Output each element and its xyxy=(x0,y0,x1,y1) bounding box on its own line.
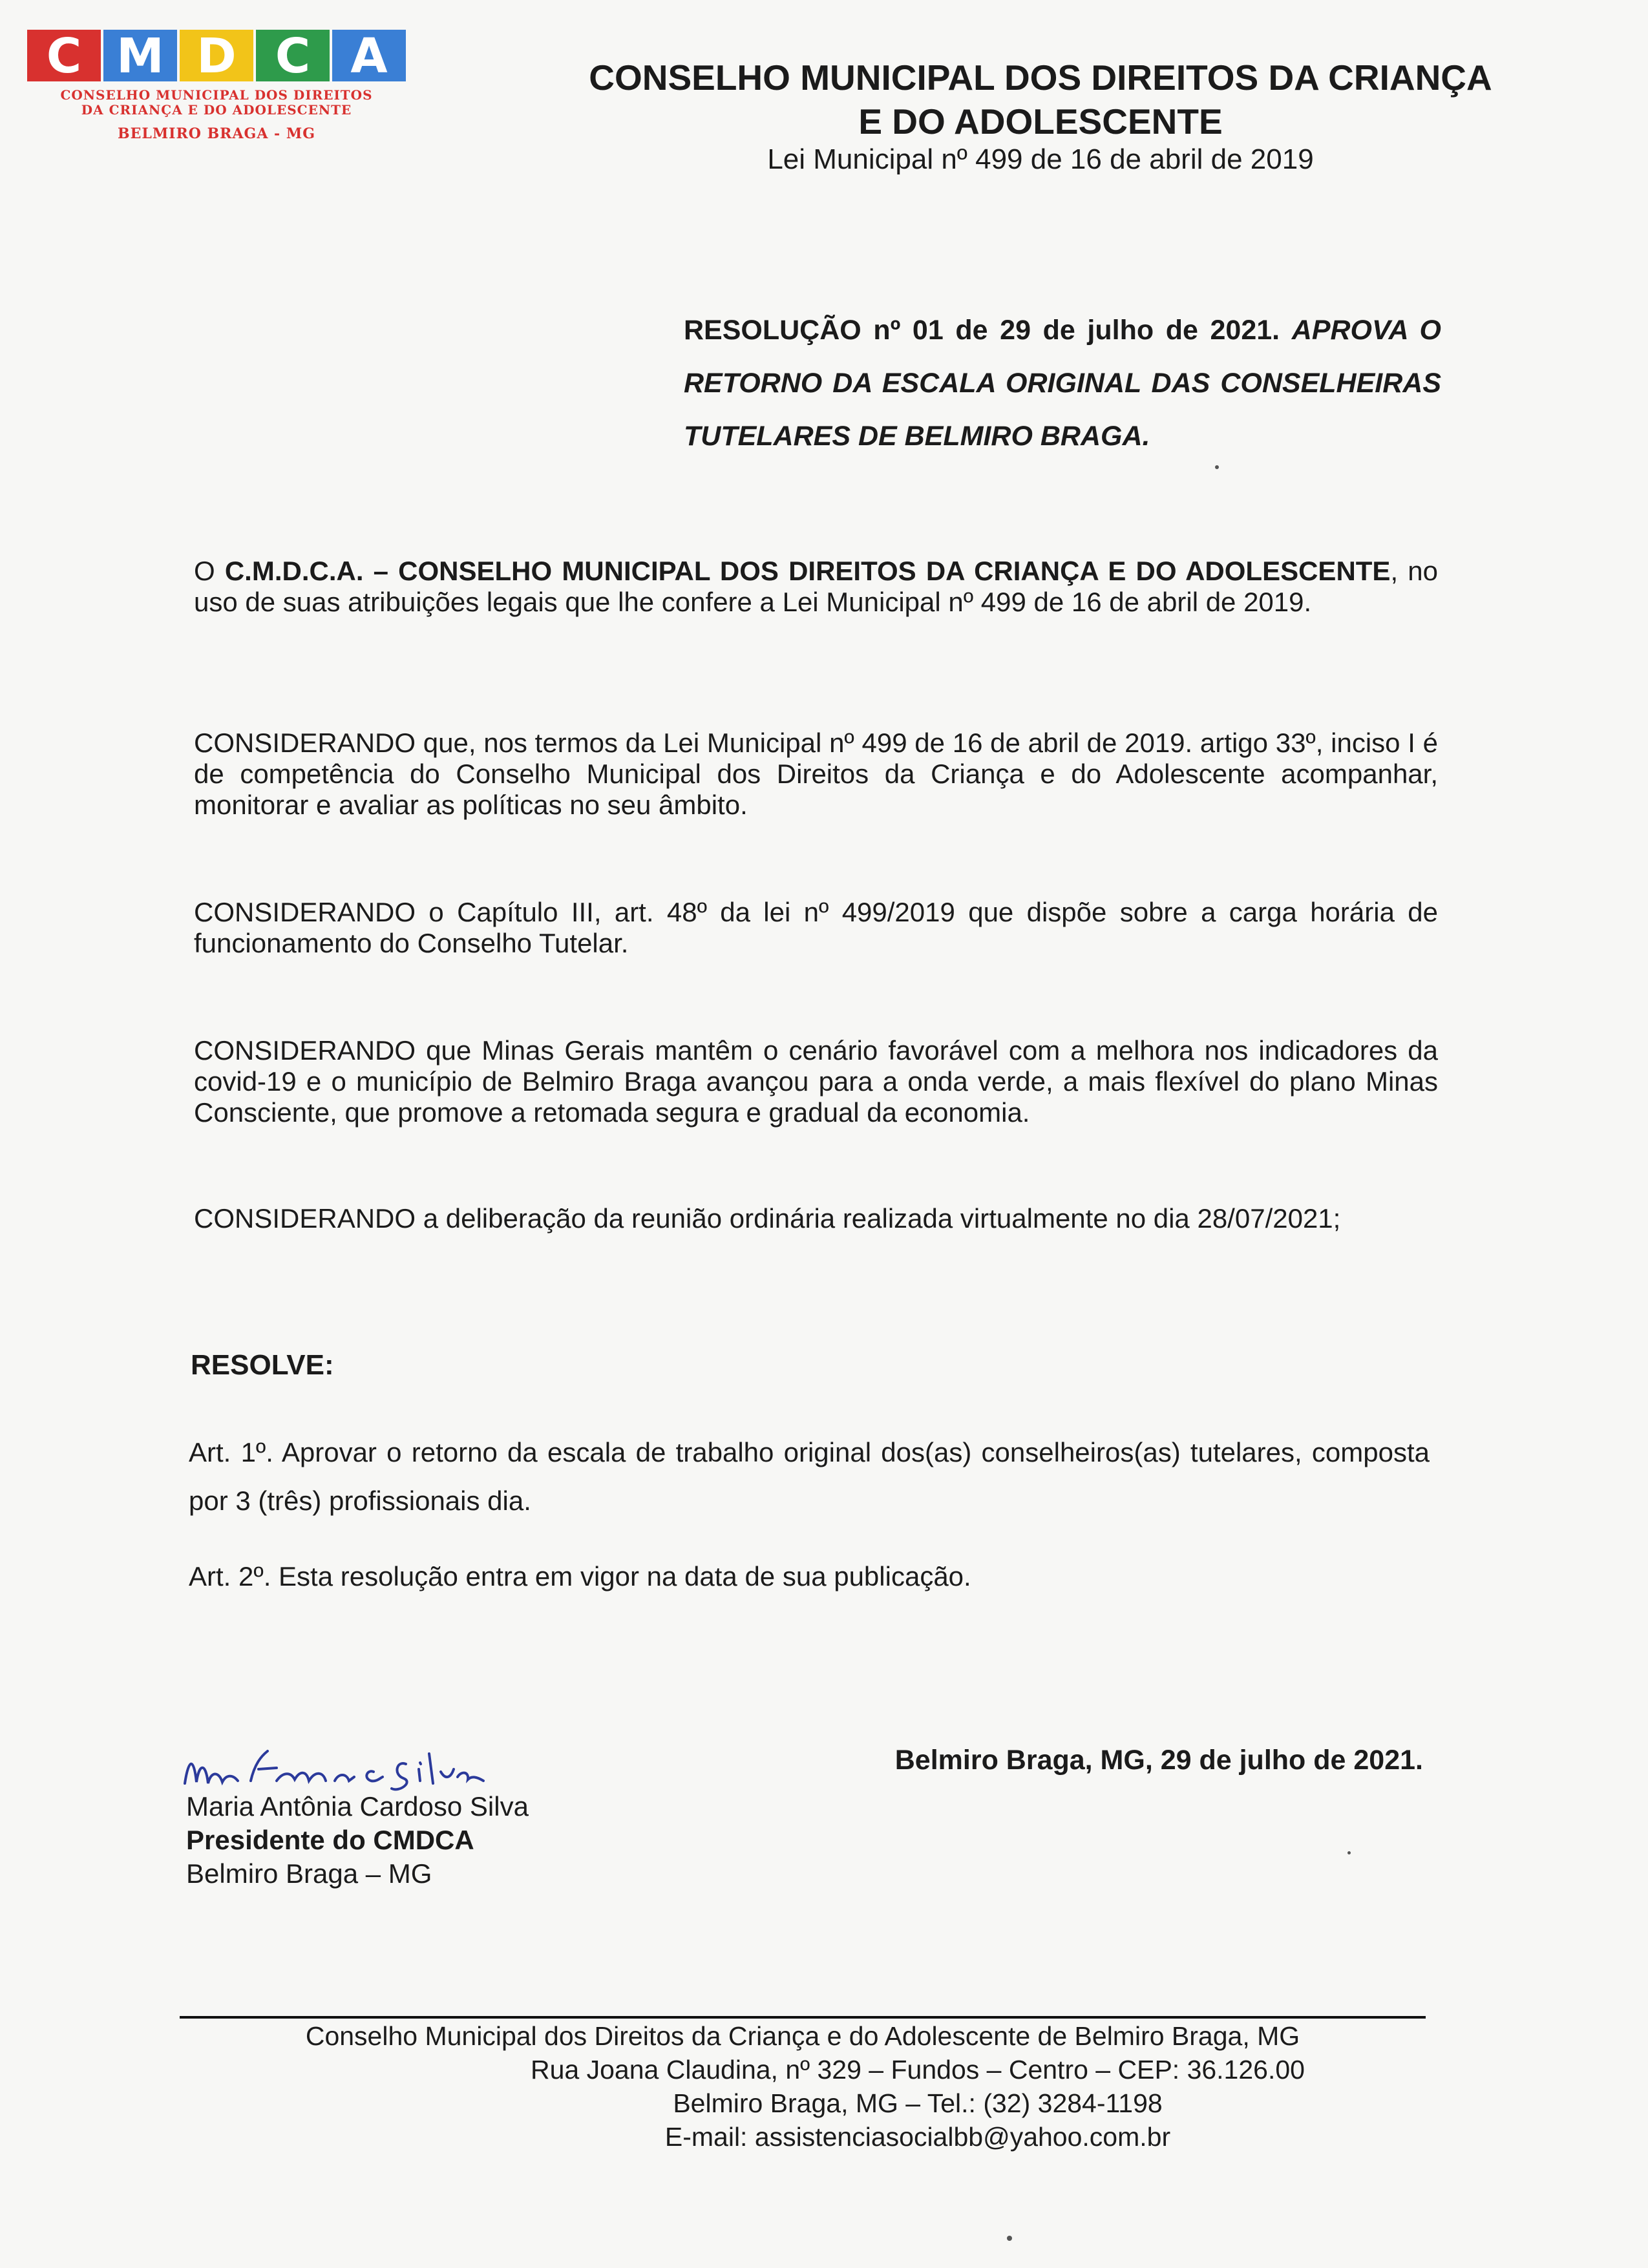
logo-location: BELMIRO BRAGA - MG xyxy=(118,125,315,142)
logo-letter: C xyxy=(275,28,311,84)
considerando-2: CONSIDERANDO o Capítulo III, art. 48º da lei nº 499/2019 que dispõe sobre a carga horária de funcionamento do Conselho Tutelar. xyxy=(194,897,1438,958)
signatory-name: Maria Antônia Cardoso Silva xyxy=(186,1791,529,1822)
article-2: Art. 2º. Esta resolução entra em vigor na data de sua publicação. xyxy=(189,1561,971,1591)
logo-letter: C xyxy=(46,28,82,84)
resolution-number: RESOLUÇÃO nº 01 de 29 de julho de 2021. xyxy=(684,315,1280,346)
preamble-text: , no uso de suas atribuições legais que lhe confere a Lei Municipal nº 499 de 16 de abril de 2019. xyxy=(194,556,1438,617)
considerando-4: CONSIDERANDO a deliberação da reunião ordinária realizada virtualmente no dia 28/07/2021; xyxy=(194,1203,1341,1234)
resolution-subject: APROVA O RETORNO DA ESCALA ORIGINAL DAS CONSELHEIRAS TUTELARES DE BELMIRO BRAGA. xyxy=(684,315,1442,452)
footer-line2: Rua Joana Claudina, nº 329 – Fundos – Centro – CEP: 36.126.00 xyxy=(531,2055,1305,2084)
footer-line1: Conselho Municipal dos Direitos da Criança e do Adolescente de Belmiro Braga, MG xyxy=(305,2021,1300,2051)
logo-subtitle-line2: DA CRIANÇA E DO ADOLESCENTE xyxy=(81,102,352,118)
preamble-prefix: O xyxy=(194,556,215,586)
considerando-1: CONSIDERANDO que, nos termos da Lei Municipal nº 499 de 16 de abril de 2019. artigo 33º, inciso I é de competência do Conselho Municipal dos Direitos da Criança e do Adolescente acompanhar, monitorar e avaliar as políticas no seu âmbito. xyxy=(194,728,1438,820)
signatory-place: Belmiro Braga – MG xyxy=(186,1858,432,1889)
footer-line3: Belmiro Braga, MG – Tel.: (32) 3284-1198 xyxy=(673,2088,1163,2118)
header-title-line2: E DO ADOLESCENTE xyxy=(858,101,1223,142)
considerando-3: CONSIDERANDO que Minas Gerais mantêm o cenário favorável com a melhora nos indicadores da covid-19 e o município de Belmiro Braga avançou para a onda verde, a mais flexível do plano Minas Consciente, que promove a retomada segura e gradual da economia. xyxy=(194,1035,1438,1128)
logo-letter: A xyxy=(350,28,388,84)
header-law: Lei Municipal nº 499 de 16 de abril de 2019 xyxy=(767,143,1314,175)
article-1: Art. 1º. Aprovar o retorno da escala de trabalho original dos(as) conselheiros(as) tutelares, composta por 3 (três) profissionais dia. xyxy=(189,1437,1430,1516)
footer-divider xyxy=(180,2016,1426,2019)
header-title xyxy=(446,56,1635,143)
cmdca-logo xyxy=(26,26,407,155)
scan-speck xyxy=(1347,1851,1351,1854)
footer-line4: E-mail: assistenciasocialbb@yahoo.com.br xyxy=(664,2122,1171,2152)
scan-speck xyxy=(1007,2236,1012,2241)
logo-letter: M xyxy=(116,28,164,84)
date-line: Belmiro Braga, MG, 29 de julho de 2021. xyxy=(894,1745,1423,1776)
logo-letter: D xyxy=(196,28,237,84)
logo-subtitle xyxy=(26,88,407,118)
scan-speck xyxy=(1215,465,1219,469)
resolution-title xyxy=(684,304,1441,463)
preamble-paragraph xyxy=(194,556,1438,618)
logo-subtitle-line1: CONSELHO MUNICIPAL DOS DIREITOS xyxy=(60,87,373,103)
resolve-heading: RESOLVE: xyxy=(191,1349,334,1381)
logo-letters-graphic xyxy=(26,26,407,84)
signatory-role: Presidente do CMDCA xyxy=(186,1825,474,1855)
header-title-line1: CONSELHO MUNICIPAL DOS DIREITOS DA CRIANÇA xyxy=(589,58,1492,98)
preamble-org: C.M.D.C.A. – CONSELHO MUNICIPAL DOS DIREITOS DA CRIANÇA E DO ADOLESCENTE xyxy=(224,556,1391,586)
